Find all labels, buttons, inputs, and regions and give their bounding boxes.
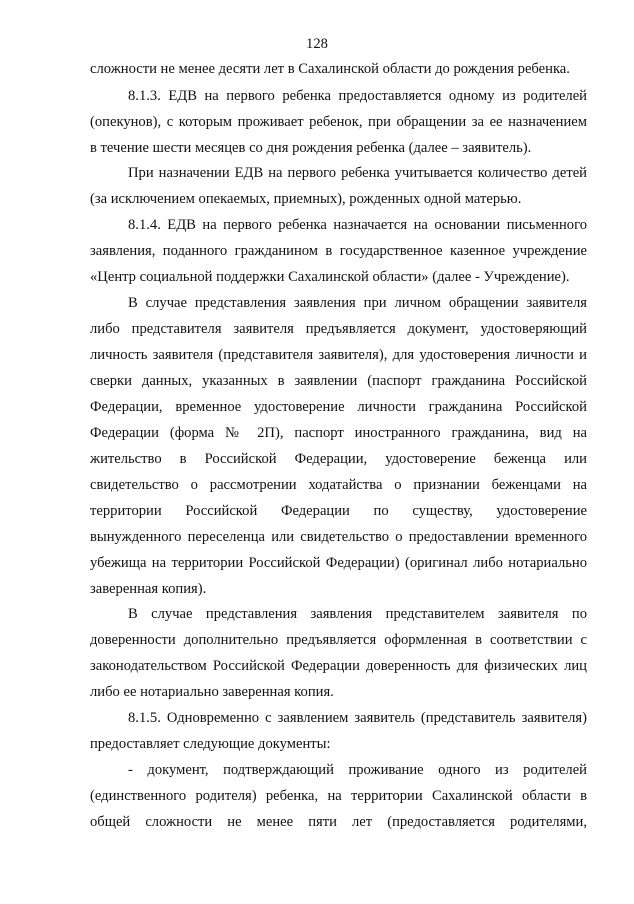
text-line: доверенности дополнительно предъявляется оформленная в соответствии с [90, 632, 587, 648]
text-line: В случае представления заявления представителем заявителя по [128, 606, 587, 622]
text-line: сложности не менее десяти лет в Сахалинской области до рождения ребенка. [90, 61, 570, 77]
text-line: общей сложности не менее пяти лет (предоставляется родителями, [90, 814, 587, 830]
paragraph [90, 757, 587, 835]
text-line: заверенная копия). [90, 581, 207, 597]
text-line: вынужденного переселенца или свидетельство о предоставлении временного [90, 529, 587, 545]
text-line: законодательством Российской Федерации доверенность для физических лиц [90, 658, 587, 674]
text-line: территории Российской Федерации по существу, удостоверение [90, 503, 587, 519]
text-line: либо ее нотариально заверенная копия. [90, 684, 334, 700]
text-line: либо представителя заявителя предъявляется документ, удостоверяющий [90, 321, 587, 337]
text-line: убежища на территории Российской Федерации) (оригинал либо нотариально [90, 555, 587, 571]
text-line: «Центр социальной поддержки Сахалинской области» (далее - Учреждение). [90, 269, 570, 285]
page-number: 128 [306, 36, 328, 52]
text-line: (за исключением опекаемых, приемных), рожденных одной матерью. [90, 191, 522, 207]
text-line: сверки данных, указанных в заявлении (паспорт гражданина Российской [90, 373, 587, 389]
paragraph [90, 290, 587, 602]
paragraph [90, 601, 587, 705]
text-line: 8.1.5. Одновременно с заявлением заявитель (представитель заявителя) [128, 710, 587, 726]
text-line: заявления, поданного гражданином в государственное казенное учреждение [90, 243, 587, 259]
text-line: Федерации (форма № 2П), паспорт иностранного гражданина, вид на [90, 425, 587, 441]
text-line: жительство в Российской Федерации, удостоверение беженца или [90, 451, 587, 467]
text-line: предоставляет следующие документы: [90, 736, 331, 752]
text-line: (единственного родителя) ребенка, на территории Сахалинской области в [90, 788, 587, 804]
text-line: При назначении ЕДВ на первого ребенка учитывается количество детей [128, 165, 587, 181]
text-line: в течение шести месяцев со дня рождения ребенка (далее – заявитель). [90, 140, 532, 156]
text-line: свидетельство о рассмотрении ходатайства о признании беженцами на [90, 477, 587, 493]
paragraph [90, 705, 587, 757]
text-line: Федерации, временное удостоверение личности гражданина Российской [90, 399, 587, 415]
text-line: 8.1.4. ЕДВ на первого ребенка назначается на основании письменного [128, 217, 587, 233]
paragraph [90, 56, 587, 82]
text-line: В случае представления заявления при личном обращении заявителя [128, 295, 587, 311]
paragraph [90, 83, 587, 161]
text-line: 8.1.3. ЕДВ на первого ребенка предоставляется одному из родителей [128, 88, 587, 104]
text-line: (опекунов), с которым проживает ребенок, при обращении за ее назначением [90, 114, 587, 130]
paragraph [90, 160, 587, 212]
text-line: личность заявителя (представителя заявителя), для удостоверения личности и [90, 347, 587, 363]
paragraph [90, 212, 587, 290]
text-line: - документ, подтверждающий проживание одного из родителей [128, 762, 587, 778]
